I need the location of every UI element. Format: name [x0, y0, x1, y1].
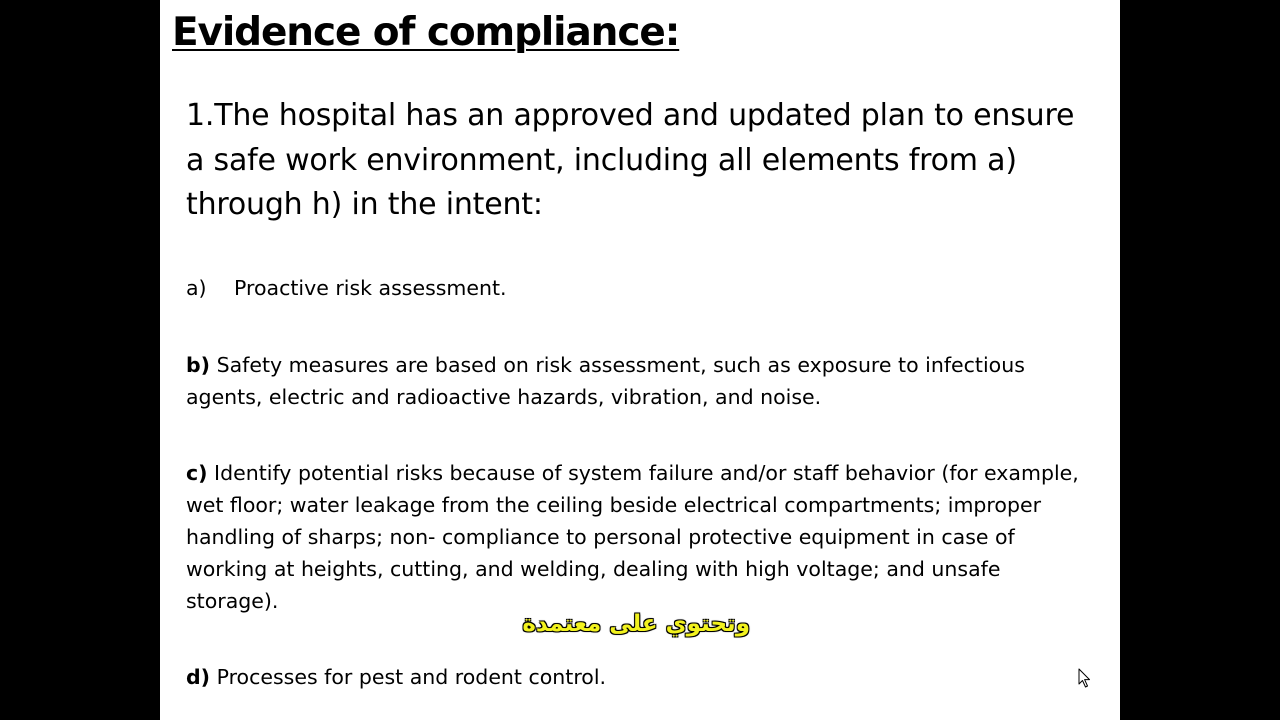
item-d-label: d) [186, 665, 211, 689]
video-subtitle: وتحتوي على معتمدة [522, 611, 750, 637]
item-d-text: Processes for pest and rodent control. [210, 665, 607, 689]
item-b-text: Safety measures are based on risk assessment, such as exposure to infectious agents, electric and radioactive hazards, vibration, and noise. [186, 353, 1025, 409]
item-c-text: Identify potential risks because of system failure and/or staff behavior (for example, wet floor; water leakage from the ceiling beside electrical compartments; improper handling of sharps; non- compliance to personal protective equipment in case of working at heights, cutting, and welding, dealing with high voltage; and unsafe storage). [186, 461, 1079, 613]
item-b-label: b) [186, 353, 211, 377]
compliance-point-1: 1.The hospital has an approved and updated plan to ensure a safe work environment, including all elements from a) through h) in the intent: [186, 98, 1075, 222]
list-item-c [186, 457, 1091, 617]
list-item-b [186, 349, 1086, 413]
mouse-pointer-icon [1078, 668, 1092, 688]
item-a-label: a) [186, 276, 207, 300]
list-item-a [186, 272, 1086, 304]
slide-title: Evidence of compliance: [172, 10, 680, 55]
item-c-label: c) [186, 461, 208, 485]
item-a-text: Proactive risk assessment. [234, 276, 507, 300]
list-item-d [186, 661, 1086, 693]
